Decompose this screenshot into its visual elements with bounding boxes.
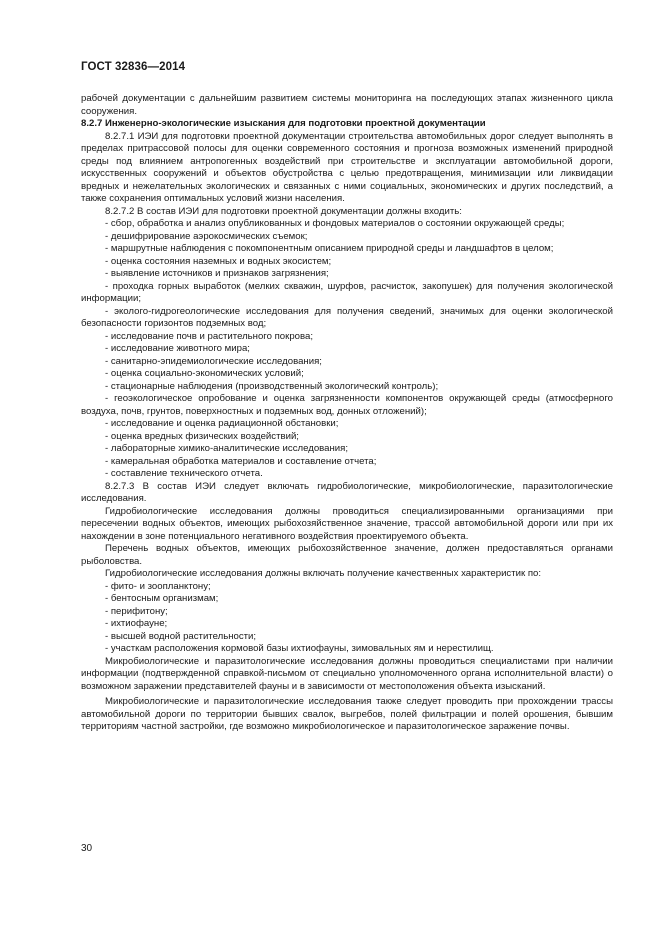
- document-body: [81, 93, 613, 734]
- standard-header: ГОСТ 32836—2014: [81, 61, 186, 73]
- list-item: - лабораторные химико-аналитические исследования;: [105, 443, 349, 454]
- list-item: - санитарно-эпидемиологические исследования;: [105, 355, 322, 367]
- page-number: 30: [81, 843, 93, 854]
- paragraph: Гидробиологические исследования должны включать получение качественных характеристик по:: [105, 568, 542, 579]
- list-item: - камеральная обработка материалов и составление отчета;: [105, 455, 377, 467]
- paragraph: Гидробиологические исследования должны проводиться специализированными организациями при пересечении водных объектов, имеющих рыбохозяйственное значение, трассой автомобильной дороги или при их нахождении в зоне потенциального негативного воздействия проектируемого объекта.: [81, 505, 613, 542]
- list-item: - фито- и зоопланктону;: [105, 580, 211, 592]
- list-item: - эколого-гидрогеологические исследования для получения сведений, значимых для оценки экологической безопасности горизонтов подземных вод;: [81, 305, 613, 329]
- list-item: - бентосным организмам;: [105, 593, 219, 604]
- list-item: - высшей водной растительности;: [105, 630, 257, 642]
- paragraph: Микробиологические и паразитологические исследования должны проводиться специалистами при наличии информации (подтвержденной справкой-письмом от специально уполномоченного органа исполнительной власти) о возможном заражении представителей фауны и в зависимости от местоположения объекта изысканий.: [81, 655, 613, 692]
- list-item: - выявление источников и признаков загрязнения;: [105, 268, 329, 279]
- list-item: - маршрутные наблюдения с покомпонентным описанием природной среды и ландшафтов в целом;: [105, 243, 554, 254]
- paragraph: 8.2.7.3 В состав ИЭИ следует включать гидробиологические, микробиологические, паразитологические исследования.: [81, 480, 613, 504]
- paragraph: рабочей документации с дальнейшим развитием системы мониторинга на последующих этапах жизненного цикла сооружения.: [81, 93, 613, 117]
- list-item: - оценка социально-экономических условий;: [105, 368, 304, 379]
- paragraph: 8.2.7.1 ИЭИ для подготовки проектной документации строительства автомобильных дорог следует выполнять в пределах притрассовой полосы для оценки современного состояния и прогноза возможных изменений природной среды под влиянием антропогенных воздействий при строительстве и эксплуатации автомобильной дороги, искусственных сооружений и объектов обустройства с целью предотвращения, минимизации или ликвидации вредных и нежелательных экологических и связанных с ними социальных, экономических и других последствий, а также сохранения оптимальных условий жизни населения.: [81, 130, 613, 204]
- list-item: - исследование животного мира;: [105, 343, 250, 354]
- list-item: - дешифрирование аэрокосмических съемок;: [105, 230, 308, 242]
- list-item: - исследование почв и растительного покрова;: [105, 330, 313, 342]
- list-item: - стационарные наблюдения (производственный экологический контроль);: [105, 380, 439, 392]
- section-heading: 8.2.7 Инженерно-экологические изыскания для подготовки проектной документации: [81, 118, 486, 129]
- paragraph: 8.2.7.2 В состав ИЭИ для подготовки проектной документации должны входить:: [105, 205, 462, 217]
- list-item: - оценка вредных физических воздействий;: [105, 430, 299, 442]
- list-item: - геоэкологическое опробование и оценка загрязненности компонентов окружающей среды (атмосферного воздуха, почв, грунтов, поверхностных и подземных вод, донных отложений);: [81, 393, 613, 417]
- list-item: - ихтиофауне;: [105, 618, 168, 629]
- paragraph: Перечень водных объектов, имеющих рыбохозяйственное значение, должен предоставляться органами рыболовства.: [81, 543, 613, 567]
- list-item: - оценка состояния наземных и водных экосистем;: [105, 255, 332, 267]
- paragraph: Микробиологические и паразитологические исследования также следует проводить при прохождении трассы автомобильной дороги по территории бывших свалок, выгребов, полей фильтрации и полей орошения, бывшим территориям частной застройки, где возможно микробиологическое и паразитологическое заражение почвы.: [81, 696, 613, 732]
- list-item: - проходка горных выработок (мелких скважин, шурфов, расчисток, закопушек) для получения экологической информации;: [81, 280, 613, 304]
- list-item: - участкам расположения кормовой базы ихтиофауны, зимовальных ям и нерестилищ.: [105, 643, 494, 654]
- list-item: - сбор, обработка и анализ опубликованных и фондовых материалов о состоянии окружающей среды;: [105, 218, 565, 229]
- list-item: - исследование и оценка радиационной обстановки;: [105, 418, 339, 429]
- list-item: - составление технического отчета.: [105, 468, 263, 479]
- list-item: - перифитону;: [105, 605, 168, 617]
